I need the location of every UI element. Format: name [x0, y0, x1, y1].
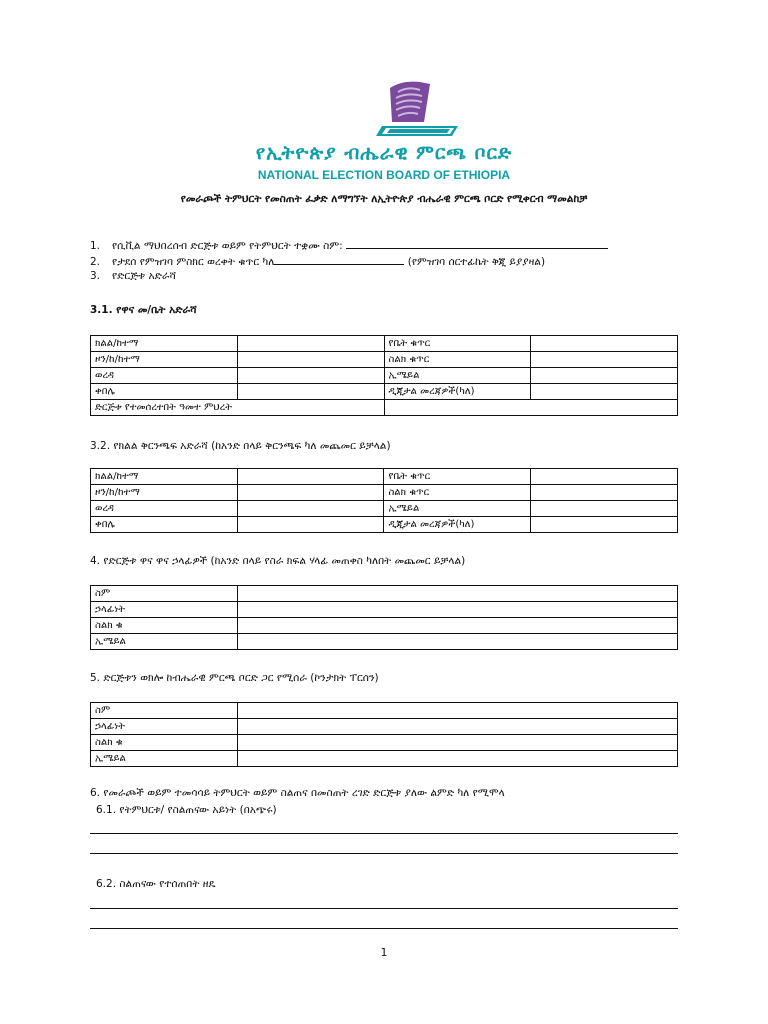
label-cell: ቀበሌ — [91, 517, 238, 533]
section-3-1-table — [90, 335, 678, 416]
value-cell[interactable] — [237, 336, 384, 352]
label-cell: የቤት ቁጥር — [384, 336, 531, 352]
table-row — [91, 384, 678, 400]
label-cell: ስልክ ቁጥር — [384, 352, 531, 368]
label-cell: ኢሜይል — [384, 368, 531, 384]
label-cell: የቤት ቁጥር — [384, 469, 531, 485]
table-row — [91, 751, 678, 767]
table-row — [91, 703, 678, 719]
value-cell[interactable] — [237, 469, 384, 485]
item-1: 1. የሲቪል ማህበረሰብ ድርጅቱ ወይም የትምህርት ተቋሙ ስም: — [90, 238, 608, 253]
value-cell[interactable] — [531, 501, 678, 517]
registration-number-blank[interactable] — [274, 254, 404, 265]
founded-year-label: ድርጅቱ የተመሰረተበት ዓመተ ምህረት — [91, 400, 385, 416]
label-cell: ስልክ ቁጥር — [384, 485, 531, 501]
value-cell[interactable] — [237, 586, 677, 602]
value-cell[interactable] — [531, 469, 678, 485]
table-row — [91, 501, 678, 517]
value-cell[interactable] — [531, 517, 678, 533]
section-3-1-heading: 3.1. የዋና መ/ቤት አድራሻ — [90, 304, 197, 316]
value-cell[interactable] — [531, 485, 678, 501]
value-cell[interactable] — [237, 618, 677, 634]
table-row — [91, 618, 678, 634]
label-cell: ኃላፊነት — [91, 602, 238, 618]
value-cell[interactable] — [237, 719, 677, 735]
label-cell: ስም — [91, 703, 238, 719]
label-cell: ዞን/ከ/ከተማ — [91, 352, 238, 368]
item-2-text: የታደሰ የምዝገባ ምስክር ወረቀት ቁጥር ካለ — [112, 256, 275, 268]
item-3-text: የድርጅቱ አድራሻ — [112, 270, 177, 282]
answer-line[interactable] — [90, 833, 678, 834]
item-3: 3. የድርጅቱ አድራሻ — [90, 270, 177, 282]
table-row — [91, 586, 678, 602]
org-name-english: NATIONAL ELECTION BOARD OF ETHIOPIA — [257, 168, 511, 182]
table-row — [91, 336, 678, 352]
section-6-1-label: 6.1. የትምህርቱ/ የስልጠናው አይነት (በአጭሩ) — [96, 804, 277, 816]
table-row — [91, 602, 678, 618]
section-5-table — [90, 702, 678, 767]
label-cell: ስም — [91, 586, 238, 602]
value-cell[interactable] — [237, 384, 384, 400]
table-row — [91, 352, 678, 368]
label-cell: ስልክ ቁ — [91, 735, 238, 751]
label-cell: ኢሜይል — [91, 634, 238, 650]
value-cell[interactable] — [237, 703, 677, 719]
value-cell[interactable] — [237, 352, 384, 368]
label-cell: ክልል/ከተማ — [91, 336, 238, 352]
value-cell[interactable] — [237, 602, 677, 618]
section-6-2-label: 6.2. ስልጠናው የተሰጠበት ዘዴ — [96, 878, 216, 890]
label-cell: ዞን/ከ/ከተማ — [91, 485, 238, 501]
document-title: የመራጮች ትምህርት የመስጠት ፈቃድ ለማግኘት ለኢትዮጵያ ብሔራዊ ምርጫ ቦርድ የሚቀርብ ማመልከቻ — [180, 193, 588, 205]
section-3-2-heading: 3.2. የክልል ቅርንጫፍ አድራሻ (ከአንድ በላይ ቅርንጫፍ ካለ መጨመር ይቻላል) — [90, 440, 391, 452]
section-6-heading: 6. የመራጮች ወይም ተመሳሳይ ትምህርት ወይም ስልጠና በመስጠት ረገድ ድርጅቱ ያለው ልምድ ካለ የሚሞላ — [90, 787, 505, 799]
org-name-blank[interactable] — [346, 238, 608, 249]
label-cell: ቀበሌ — [91, 384, 238, 400]
value-cell[interactable] — [237, 368, 384, 384]
section-5-heading: 5. ድርጅቱን ወክሎ ከብሔራዊ ምርጫ ቦርድ ጋር የሚሰራ (ኮንታክት ፐርሰን) — [90, 672, 379, 684]
label-cell: ወረዳ — [91, 368, 238, 384]
table-row — [91, 400, 678, 416]
label-cell: ኢሜይል — [384, 501, 531, 517]
label-cell: ዲጂታል መረጃዎች(ካለ) — [384, 384, 531, 400]
value-cell[interactable] — [237, 751, 677, 767]
table-row — [91, 634, 678, 650]
label-cell: ኃላፊነት — [91, 719, 238, 735]
item-1-text: የሲቪል ማህበረሰብ ድርጅቱ ወይም የትምህርት ተቋሙ ስም: — [112, 240, 343, 252]
value-cell[interactable] — [237, 485, 384, 501]
table-row — [91, 469, 678, 485]
answer-line[interactable] — [90, 928, 678, 929]
table-row — [91, 517, 678, 533]
value-cell[interactable] — [531, 368, 678, 384]
value-cell[interactable] — [531, 336, 678, 352]
page-number: 1 — [380, 946, 388, 959]
label-cell: ኢሜይል — [91, 751, 238, 767]
value-cell[interactable] — [237, 634, 677, 650]
election-board-logo-icon — [372, 78, 468, 144]
section-4-heading: 4. የድርጅቱ ዋና ዋና ኃላፊዎች (ከአንድ በላይ የስራ ክፍል ሃላፊ መጠቀስ ካለበት መጨመር ይቻላል) — [90, 555, 466, 567]
label-cell: ክልል/ከተማ — [91, 469, 238, 485]
section-3-2-table — [90, 468, 678, 533]
table-row — [91, 485, 678, 501]
value-cell[interactable] — [237, 501, 384, 517]
section-4-table — [90, 585, 678, 650]
label-cell: ስልክ ቁ — [91, 618, 238, 634]
table-row — [91, 719, 678, 735]
answer-line[interactable] — [90, 853, 678, 854]
value-cell[interactable] — [237, 735, 677, 751]
label-cell: ወረዳ — [91, 501, 238, 517]
value-cell[interactable] — [531, 384, 678, 400]
answer-line[interactable] — [90, 908, 678, 909]
founded-year-value[interactable] — [384, 400, 677, 416]
org-name-amharic: የኢትዮጵያ ብሔራዊ ምርጫ ቦርድ — [255, 142, 513, 164]
value-cell[interactable] — [237, 517, 384, 533]
label-cell: ዲጂታል መረጃዎች(ካለ) — [384, 517, 531, 533]
item-2-note: (የምዝገባ ሰርተፊኬት ቅጂ ይያያዛል) — [407, 256, 546, 268]
value-cell[interactable] — [531, 352, 678, 368]
item-2: 2. የታደሰ የምዝገባ ምስክር ወረቀት ቁጥር ካለ (የምዝገባ ሰርተፊኬት ቅጂ ይያያዛል) — [90, 256, 546, 268]
table-row — [91, 368, 678, 384]
table-row — [91, 735, 678, 751]
